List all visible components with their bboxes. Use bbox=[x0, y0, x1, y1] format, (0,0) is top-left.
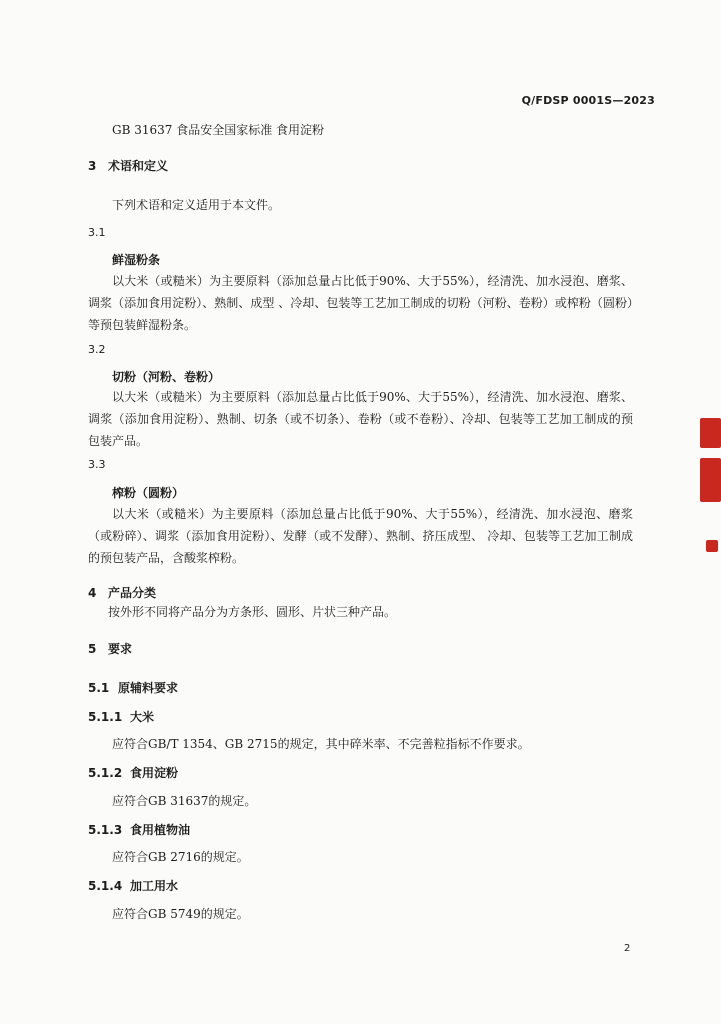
section-3-heading bbox=[88, 157, 168, 174]
section-title: 食用植物油 bbox=[130, 823, 191, 837]
section-title: 大米 bbox=[130, 710, 155, 724]
definition-3-3: 以大米（或糙米）为主要原料（添加总量占比低于90%、大于55%），经清洗、加水浸泡、磨浆（或粉碎）、调浆（添加食用淀粉）、发酵（或不发酵）、熟制、挤压成型、 冷却、包装等工艺加工制成的预包装产品，含酸浆榨粉。 bbox=[88, 507, 633, 565]
section-title: 加工用水 bbox=[130, 879, 179, 893]
section-title: 产品分类 bbox=[108, 586, 157, 600]
section-number: 5.1.1 bbox=[88, 710, 123, 724]
term-3-1: 鲜湿粉条 bbox=[112, 253, 161, 267]
seal-stamp-fragment bbox=[700, 418, 721, 448]
section-5-1-3-text: 应符合GB 2716的规定。 bbox=[112, 850, 249, 864]
section-5-1-2-heading bbox=[88, 764, 178, 781]
section-4-text: 按外形不同将产品分为方条形、圆形、片状三种产品。 bbox=[108, 605, 397, 619]
clause-3-3-number: 3.3 bbox=[88, 458, 106, 471]
term-3-2: 切粉（河粉、卷粉） bbox=[112, 370, 221, 384]
section-5-heading bbox=[88, 640, 132, 657]
seal-stamp-fragment bbox=[700, 458, 721, 502]
section-5-1-4-heading bbox=[88, 877, 178, 894]
section-number: 4 bbox=[88, 586, 97, 600]
section-title: 要求 bbox=[108, 642, 133, 656]
section-5-1-3-heading bbox=[88, 821, 190, 838]
section-number: 5.1.2 bbox=[88, 766, 123, 780]
definition-3-1: 以大米（或糙米）为主要原料（添加总量占比低于90%、大于55%），经清洗、加水浸泡、磨浆、调浆（添加食用淀粉）、熟制、成型 、冷却、包装等工艺加工制成的切粉（河粉、卷粉）或榨粉（圆粉）等预包装鲜湿粉条。 bbox=[88, 274, 633, 332]
seal-stamp-fragment bbox=[706, 540, 718, 552]
page-number: 2 bbox=[624, 943, 631, 954]
section-title: 原辅料要求 bbox=[118, 681, 179, 695]
section-5-1-1-text: 应符合GB/T 1354、GB 2715的规定，其中碎米率、不完善粒指标不作要求。 bbox=[112, 737, 530, 751]
definition-3-2: 以大米（或糙米）为主要原料（添加总量占比低于90%、大于55%），经清洗、加水浸泡、磨浆、调浆（添加食用淀粉）、熟制、切条（或不切条）、卷粉（或不卷粉）、冷却、包装等工艺加工制成的预包装产品。 bbox=[88, 390, 633, 448]
section-4-heading bbox=[88, 584, 156, 601]
clause-3-1-number: 3.1 bbox=[88, 226, 106, 239]
section-5-1-4-text: 应符合GB 5749的规定。 bbox=[112, 907, 249, 921]
section-3-intro: 下列术语和定义适用于本文件。 bbox=[112, 198, 281, 212]
section-number: 5.1.4 bbox=[88, 879, 123, 893]
section-5-1-2-text: 应符合GB 31637的规定。 bbox=[112, 794, 257, 808]
section-title: 术语和定义 bbox=[108, 159, 169, 173]
section-number: 3 bbox=[88, 159, 97, 173]
clause-3-2-number: 3.2 bbox=[88, 343, 106, 356]
section-5-1-1-heading bbox=[88, 708, 154, 725]
section-number: 5.1.3 bbox=[88, 823, 123, 837]
section-number: 5.1 bbox=[88, 681, 110, 695]
term-3-3: 榨粉（圆粉） bbox=[112, 486, 185, 500]
section-number: 5 bbox=[88, 642, 97, 656]
section-title: 食用淀粉 bbox=[130, 766, 179, 780]
document-code: Q/FDSP 0001S—2023 bbox=[521, 94, 655, 107]
reference-line: GB 31637 食品安全国家标准 食用淀粉 bbox=[112, 123, 325, 137]
section-5-1-heading bbox=[88, 679, 178, 696]
